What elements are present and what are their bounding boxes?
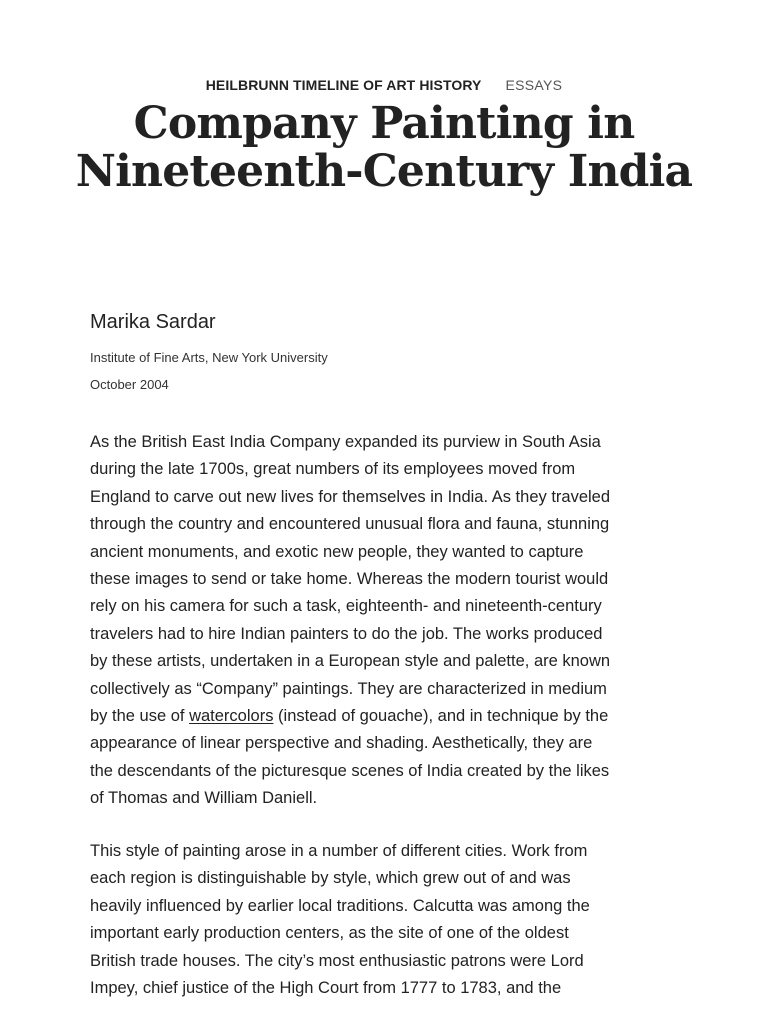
line-text-before-link: by the use of: [90, 707, 190, 726]
line-text-after-link: (instead of gouache), and in technique by the: [273, 707, 609, 726]
paragraph-line: appearance of linear perspective and shading. Aesthetically, they are: [90, 734, 593, 753]
paragraph-line: through the country and encountered unusual flora and fauna, stunning: [90, 515, 610, 534]
paragraph-line: ancient monuments, and exotic new people, they wanted to capture: [90, 542, 584, 561]
paragraph-line: rely on his camera for such a task, eighteenth- and nineteenth-century: [90, 597, 602, 616]
paragraph-1: [90, 429, 690, 813]
paragraph-line-with-link: [90, 703, 690, 730]
paragraph-line: British trade houses. The city’s most enthusiastic patrons were Lord: [90, 951, 584, 970]
header-kicker: [0, 76, 768, 94]
author-affiliation: Institute of Fine Arts, New York University: [90, 350, 328, 365]
paragraph-line: As the British East India Company expanded its purview in South Asia: [90, 433, 601, 451]
paragraph-line: the descendants of the picturesque scenes of India created by the likes: [90, 761, 610, 780]
paragraph-line: of Thomas and William Daniell.: [90, 789, 318, 808]
paragraph-2: [90, 838, 690, 1002]
paragraph-line: heavily influenced by earlier local traditions. Calcutta was among the: [90, 896, 590, 915]
publication-date: October 2004: [90, 377, 169, 392]
series-link[interactable]: HEILBRUNN TIMELINE OF ART HISTORY: [205, 77, 482, 93]
author-name: Marika Sardar: [90, 311, 216, 333]
paragraph-line: Impey, chief justice of the High Court from 1777 to 1783, and the: [90, 979, 562, 998]
paragraph-line: travelers had to hire Indian painters to do the job. The works produced: [90, 624, 603, 643]
article-title: Company Painting in Nineteenth-Century India: [75, 98, 693, 197]
paragraph-line: by these artists, undertaken in a European style and palette, are known: [90, 652, 611, 671]
paragraph-line: important early production centers, as the site of one of the oldest: [90, 924, 569, 943]
paragraph-line: these images to send or take home. Whereas the modern tourist would: [90, 570, 609, 589]
paragraph-line: during the late 1700s, great numbers of its employees moved from: [90, 460, 576, 479]
paragraph-line: England to carve out new lives for themselves in India. As they traveled: [90, 487, 611, 506]
watercolors-link[interactable]: watercolors: [189, 707, 274, 726]
section-label[interactable]: ESSAYS: [505, 77, 563, 93]
paragraph-line: each region is distinguishable by style, which grew out of and was: [90, 869, 571, 888]
paragraph-line: collectively as “Company” paintings. They are characterized in medium: [90, 679, 607, 698]
paragraph-line: This style of painting arose in a number of different cities. Work from: [90, 842, 588, 860]
